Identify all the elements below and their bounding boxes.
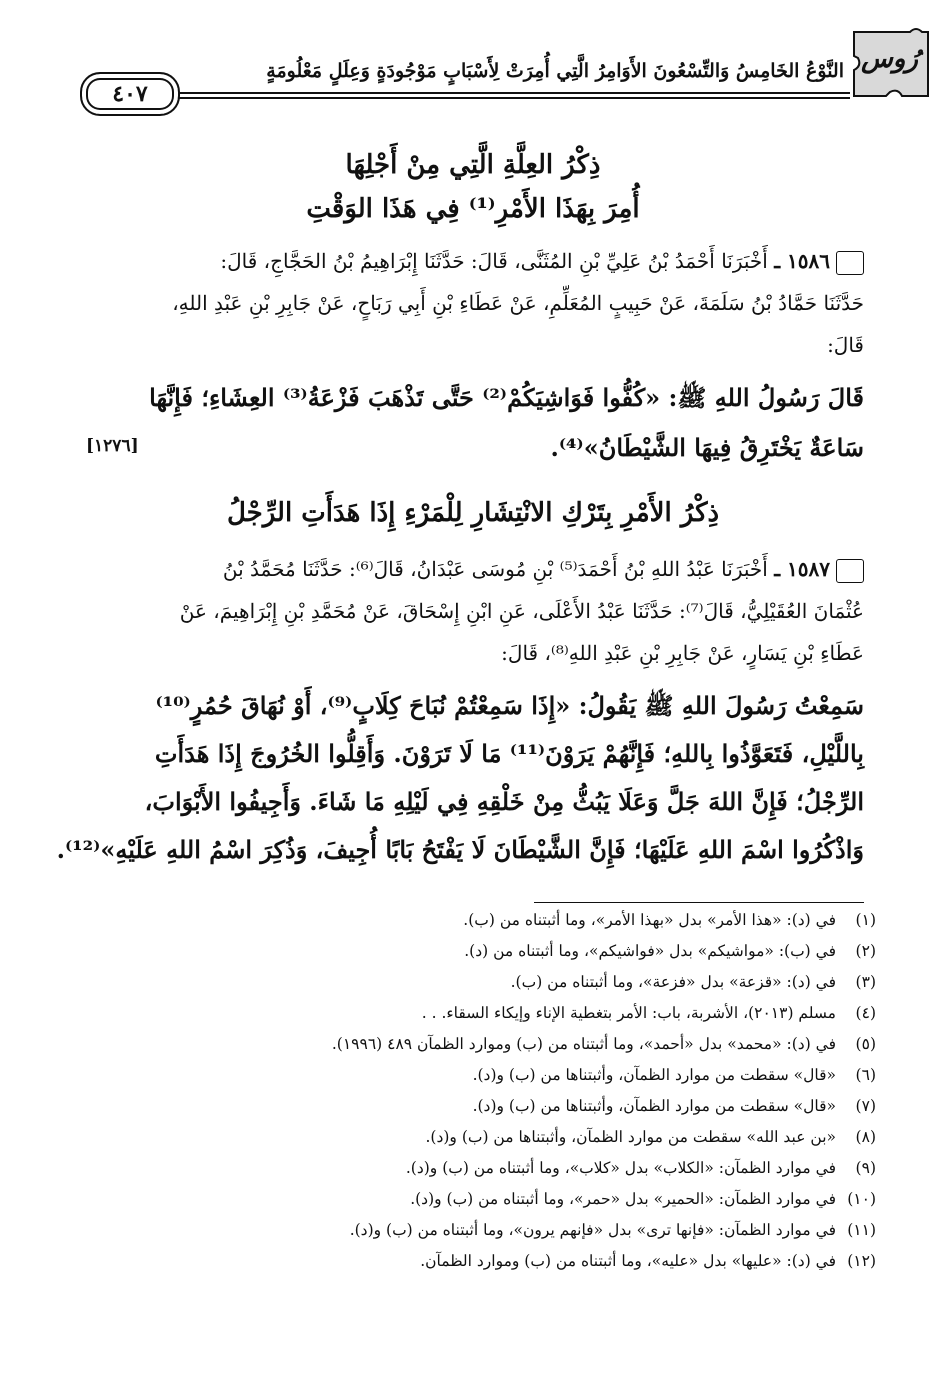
matn-line: بِاللَّيْلِ، فَتَعَوَّذُوا بِاللهِ؛ فَإِنَّهُمْ يَرَوْنَ⁽¹¹⁾ مَا لَا تَرَوْنَ. وَأَقِلُّوا الخُرُوجَ إِذَا هَدَأَتِ	[154, 739, 864, 768]
hadith-marker-icon	[836, 251, 864, 275]
footnote-text: «بن عبد الله» سقطت من موارد الظمآن، وأثبتناها من (ب) و(د).	[425, 1128, 836, 1146]
matn-line: وَاذْكُرُوا اسْمَ اللهِ عَلَيْهَا؛ فَإِنَّ الشَّيْطَانَ لَا يَفْتَحُ بَابًا أُجِيفَ، وَذُكِرَ اسْمُ اللهِ عَلَيْهِ»⁽¹²⁾.	[56, 835, 864, 864]
footnote	[90, 908, 876, 932]
footnote-text: في موارد الظمآن: «فإنها ترى» بدل «فإنهم يرون»، وما أثبتناه من (ب) و(د).	[349, 1221, 836, 1239]
footnote-text: في (ب): «مواشيكم» بدل «فواشيكم»، وما أثبتناه من (د).	[464, 942, 836, 960]
footnote-number: (١١)	[847, 1221, 876, 1239]
cross-reference: [١٢٧٦]	[86, 436, 139, 456]
isnad-line	[84, 246, 864, 276]
footnote-text: «قال» سقطت من موارد الظمآن، وأثبتناها من (ب) و(د).	[472, 1097, 836, 1115]
footnote-number: (١)	[855, 911, 876, 929]
footnote-text: في (د): «عليها» بدل «عليه»، وما أثبتناه من (ب) وموارد الظمآن.	[420, 1252, 836, 1270]
matn-line: قَالَ رَسُولُ اللهِ ﷺ: «كُفُّوا فَوَاشِيَكُمْ⁽²⁾ حَتَّى تَذْهَبَ فَزْعَةُ⁽³⁾ العِشَاءِ؛ فَإِنَّهَا	[149, 383, 864, 412]
isnad-line	[84, 554, 864, 584]
footnote	[90, 1094, 876, 1118]
footnote	[90, 970, 876, 994]
footnote-text: مسلم (٢٠١٣)، الأشربة، باب: الأمر بتغطية الإناء وإيكاء السقاء. . .	[421, 1004, 836, 1022]
footnote-number: (٩)	[855, 1159, 876, 1177]
footnote-number: (١٢)	[847, 1252, 876, 1270]
isnad-line: عَطَاءِ بْنِ يَسَارٍ، عَنْ جَابِرِ بْنِ عَبْدِ اللهِ⁽⁸⁾، قَالَ:	[501, 641, 864, 665]
footnote-number: (٤)	[855, 1004, 876, 1022]
footnote-number: (٨)	[855, 1128, 876, 1146]
footnote-separator	[534, 902, 864, 903]
footnote	[90, 1001, 876, 1025]
footnote	[90, 1218, 876, 1242]
page-number: ٤٠٧	[112, 81, 148, 107]
isnad-text: أَخْبَرَنَا عَبْدُ اللهِ بْنُ أَحْمَدَ⁽⁵⁾ بْنِ مُوسَى عَبْدَانُ، قَالَ⁽⁶⁾: حَدَّثَنَا مُحَمَّدُ بْنُ	[222, 557, 768, 581]
hadith-number: ١٥٨٦ ـ	[774, 249, 830, 273]
footnote	[90, 1156, 876, 1180]
running-title: النَّوْعُ الخَامِسُ وَالتِّسْعُونَ الأَوَامِرُ الَّتِي أُمِرَتْ لِأَسْبَابٍ مَوْجُودَةٍ وَعِلَلٍ مَعْلُومَةٍ	[266, 60, 844, 82]
footnote-text: في موارد الظمآن: «الكلاب» بدل «كلاب»، وما أثبتناه من (ب) و(د).	[405, 1159, 836, 1177]
running-header	[86, 48, 850, 107]
matn-line: الرِّجْلُ؛ فَإِنَّ اللهَ جَلَّ وَعَلَا يَبُثُّ مِنْ خَلْقِهِ فِي لَيْلِهِ مَا شَاءَ. وَأَجِيفُوا الأَبْوَابَ،	[144, 787, 864, 816]
footnote	[90, 1032, 876, 1056]
footnote	[90, 1125, 876, 1149]
footnote-number: (٦)	[855, 1066, 876, 1084]
footnote-text: في (د): «هذا الأمر» بدل «بهذا الأمر»، وما أثبتناه من (ب).	[463, 911, 836, 929]
footnote-number: (٢)	[855, 942, 876, 960]
footnote	[90, 1063, 876, 1087]
footnote-number: (١٠)	[847, 1190, 876, 1208]
isnad-line: حَدَّثَنَا حَمَّادُ بْنُ سَلَمَةَ، عَنْ حَبِيبٍ المُعَلِّمِ، عَنْ عَطَاءِ بْنِ أَبِي رَبَاحٍ، عَنْ جَابِرِ بْنِ عَبْدِ اللهِ،	[172, 291, 864, 315]
isnad-line: قَالَ:	[827, 333, 864, 357]
footnote	[90, 1249, 876, 1273]
page-number-box	[80, 72, 180, 116]
footnote-text: في موارد الظمآن: «الحمير» بدل «حمر»، وما أثبتناه من (ب) و(د).	[410, 1190, 836, 1208]
isnad-line: عُثْمَانَ العُقَيْلِيُّ، قَالَ⁽⁷⁾: حَدَّثَنَا عَبْدُ الأَعْلَى، عَنِ ابْنِ إِسْحَاقَ، عَنْ مُحَمَّدِ بْنِ إِبْرَاهِيمَ، عَنْ	[179, 599, 864, 623]
section-heading: أُمِرَ بِهَذَا الأَمْرِ⁽¹⁾ فِي هَذَا الوَقْتِ	[306, 194, 640, 224]
corner-ornament	[850, 26, 932, 100]
isnad-text: أَخْبَرَنَا أَحْمَدُ بْنُ عَلِيِّ بْنِ المُثَنَّى، قَالَ: حَدَّثَنَا إِبْرَاهِيمُ بْنُ الحَجَّاجِ، قَالَ:	[220, 249, 768, 273]
section-heading: ذِكْرُ الأَمْرِ بِتَرْكِ الانْتِشَارِ لِلْمَرْءِ إِذَا هَدَأَتِ الرِّجْلُ	[226, 498, 720, 528]
footnote-number: (٥)	[855, 1035, 876, 1053]
footnote-text: في (د): «قزعة» بدل «فزعة»، وما أثبتناه من (ب).	[510, 973, 836, 991]
header-rule	[86, 97, 850, 99]
header-rule	[86, 92, 850, 94]
matn-line: سَاعَةٌ يَخْتَرِقُ فِيهَا الشَّيْطَانُ»⁽⁴⁾.	[550, 433, 864, 462]
footnote-number: (٣)	[855, 973, 876, 991]
footnote	[90, 1187, 876, 1211]
matn-line: سَمِعْتُ رَسُولَ اللهِ ﷺ يَقُولُ: «إِذَا سَمِعْتُمْ نُبَاحَ كِلَابٍ⁽⁹⁾، أَوْ نُهَاقَ حُمُرٍ⁽¹⁰⁾	[155, 691, 864, 720]
footnote-number: (٧)	[855, 1097, 876, 1115]
section-heading: ذِكْرُ العِلَّةِ الَّتِي مِنْ أَجْلِهَا	[345, 150, 601, 180]
footnote	[90, 939, 876, 963]
footnote-text: «قال» سقطت من موارد الظمآن، وأثبتناها من (ب) و(د).	[472, 1066, 836, 1084]
hadith-marker-icon	[836, 559, 864, 583]
corner-calligraphy: رُوس	[861, 44, 918, 74]
footnote-text: في (د): «محمد» بدل «أحمد»، وما أثبتناه من (ب) وموارد الظمآن ٤٨٩ (١٩٩٦).	[331, 1035, 836, 1053]
hadith-number: ١٥٨٧ ـ	[774, 557, 830, 581]
